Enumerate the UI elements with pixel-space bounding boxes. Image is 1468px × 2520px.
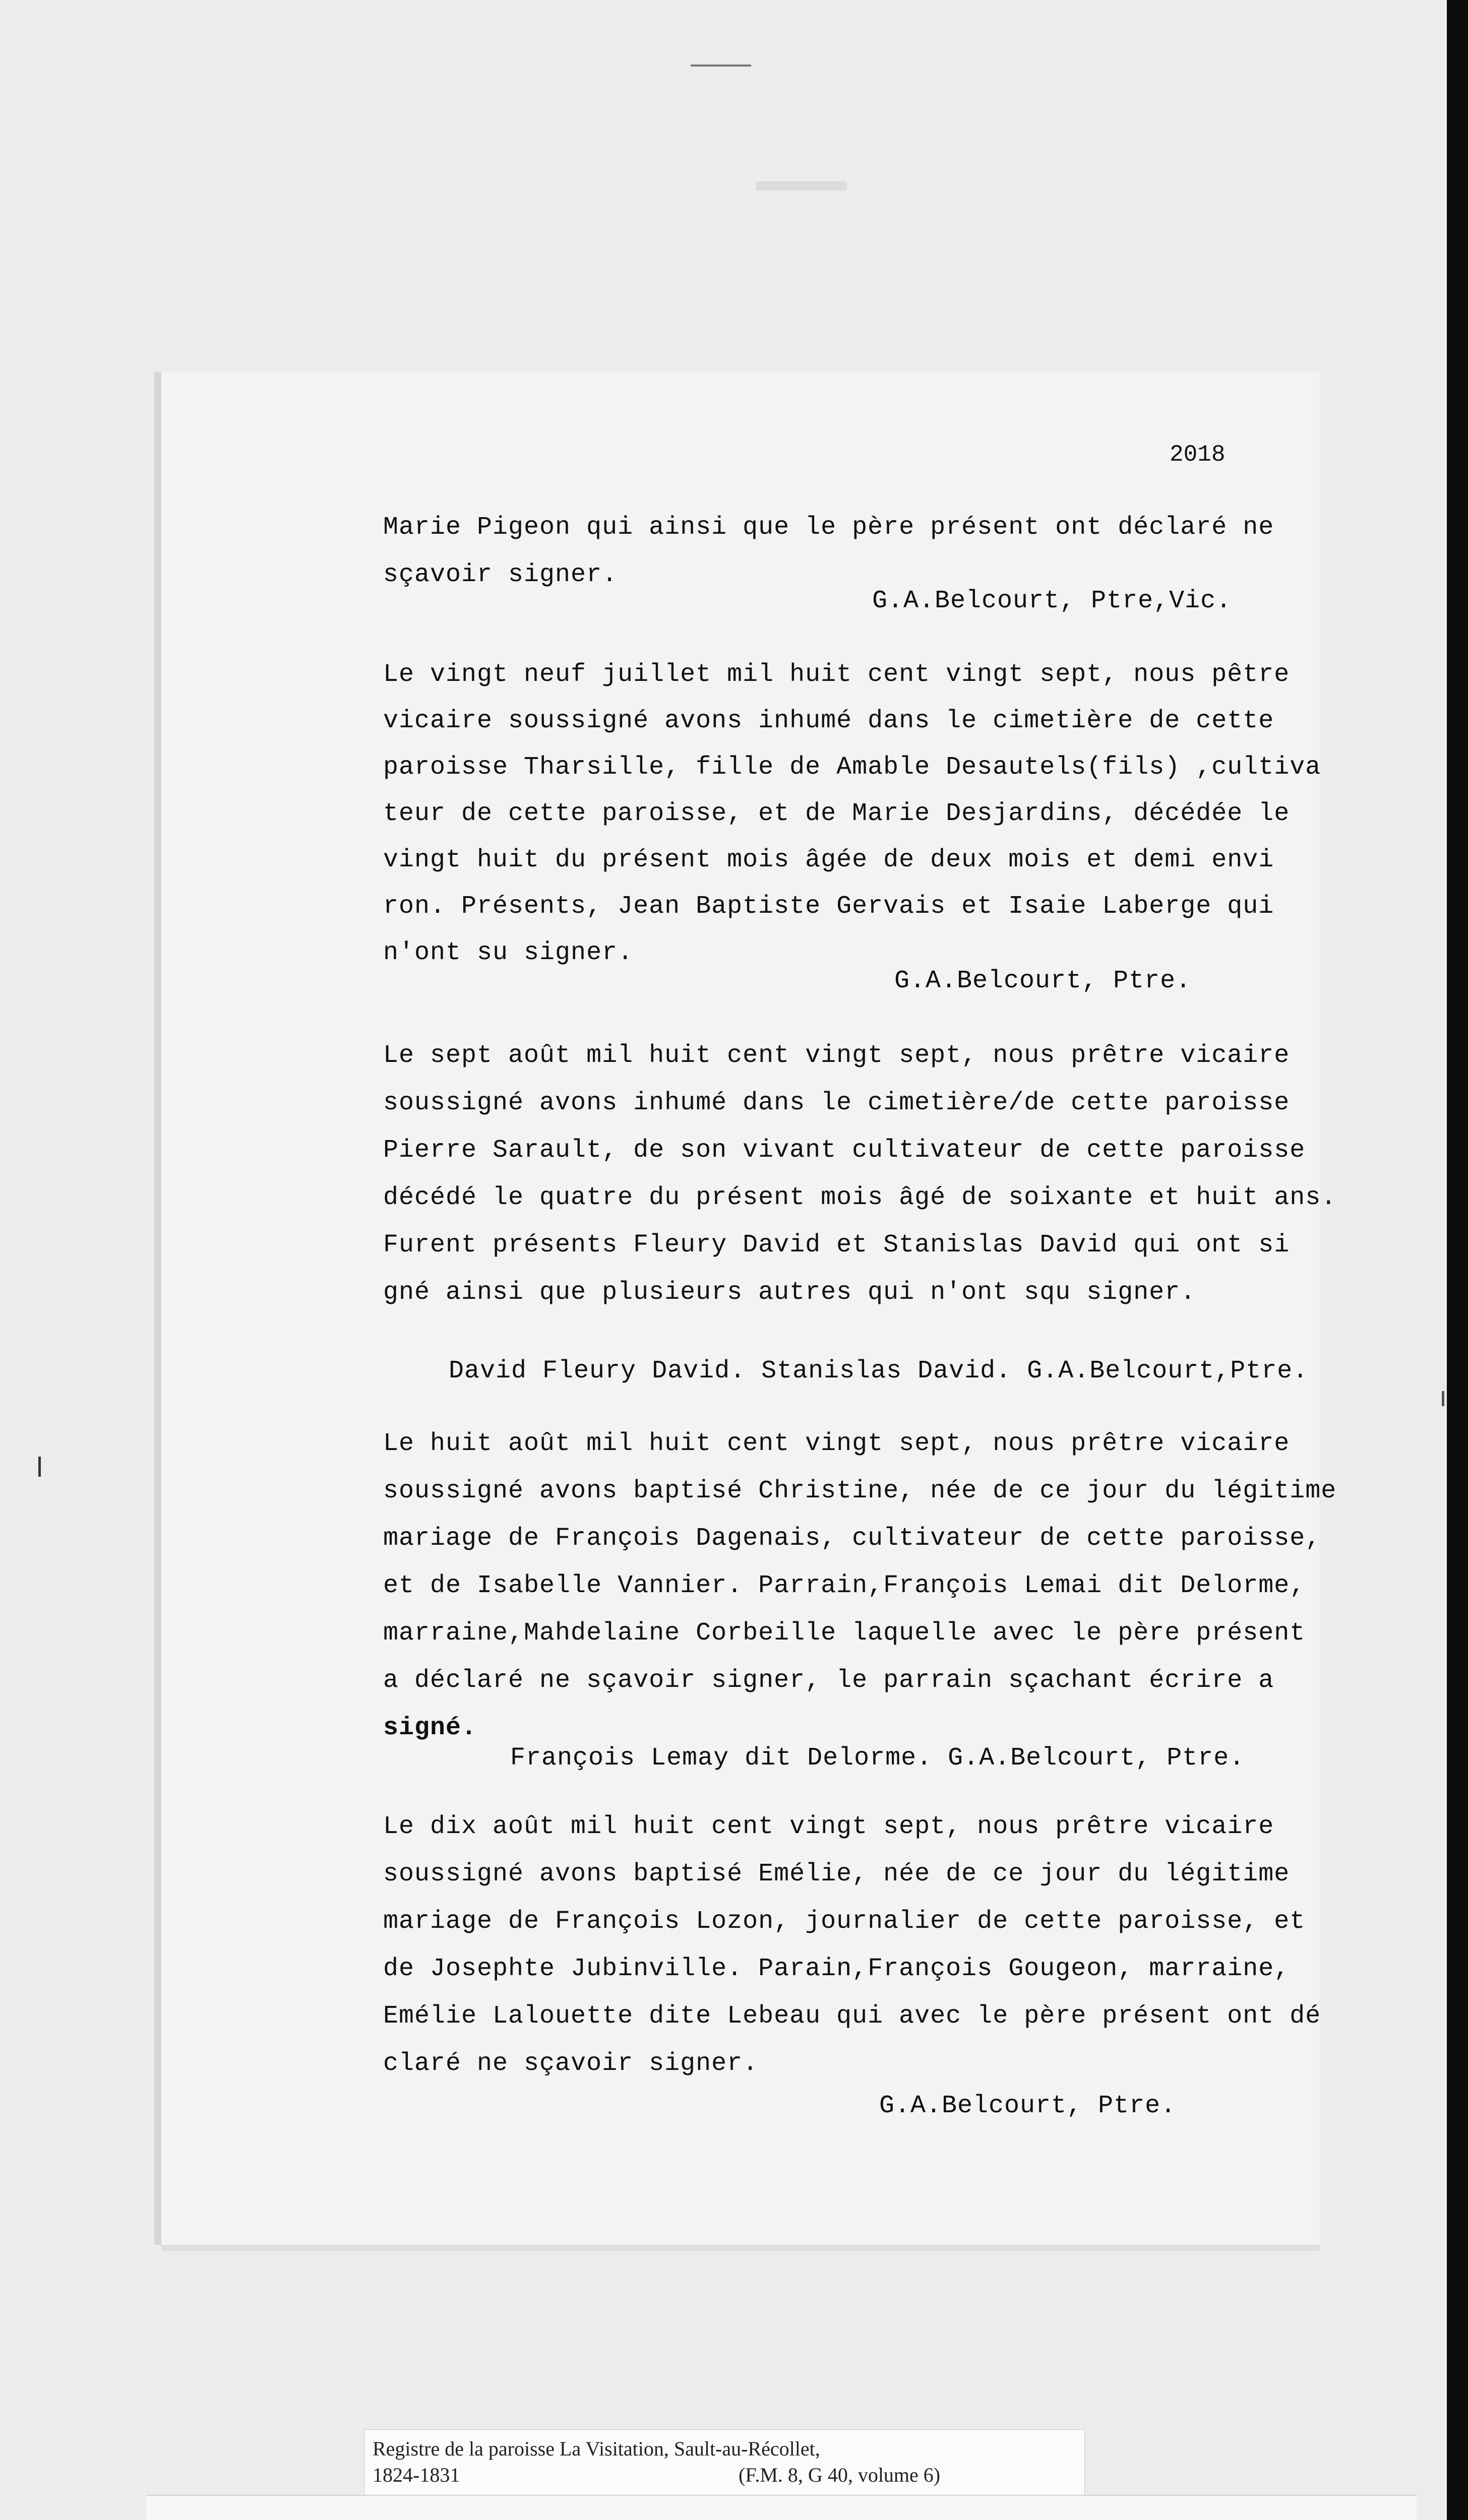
entry-line: Le dix août mil huit cent vingt sept, nous prêtre vicaire bbox=[383, 1812, 1274, 1841]
archive-label-years: 1824-1831 bbox=[373, 2464, 460, 2486]
entry-line: Le vingt neuf juillet mil huit cent vingt sept, nous pêtre bbox=[383, 660, 1290, 689]
entry-line: sçavoir signer. bbox=[383, 560, 618, 589]
entry-line: soussigné avons baptisé Emélie, née de ce jour du légitime bbox=[383, 1860, 1290, 1888]
entry-line: Pierre Sarault, de son vivant cultivateur de cette paroisse bbox=[383, 1136, 1306, 1165]
entry-line: soussigné avons baptisé Christine, née de ce jour du légitime bbox=[383, 1477, 1337, 1505]
entry-line: Marie Pigeon qui ainsi que le père présent ont déclaré ne bbox=[383, 513, 1274, 542]
entry-signature: David Fleury David. Stanislas David. G.A.Belcourt,Ptre. bbox=[449, 1357, 1309, 1385]
entry-signature: G.A.Belcourt, Ptre. bbox=[879, 2092, 1177, 2120]
entry-line: Le sept août mil huit cent vingt sept, nous prêtre vicaire bbox=[383, 1041, 1290, 1070]
entry-line: vingt huit du présent mois âgée de deux mois et demi envi bbox=[383, 846, 1274, 874]
entry-line: Le huit août mil huit cent vingt sept, nous prêtre vicaire bbox=[383, 1429, 1290, 1458]
entry-signature: G.A.Belcourt, Ptre. bbox=[894, 967, 1192, 995]
entry-line: et de Isabelle Vannier. Parrain,François Lemai dit Delorme, bbox=[383, 1571, 1306, 1600]
archives-card bbox=[146, 2495, 1417, 2520]
archive-reference-label bbox=[364, 2429, 1085, 2497]
film-edge-right bbox=[1447, 0, 1468, 2520]
entry-signature: G.A.Belcourt, Ptre,Vic. bbox=[872, 587, 1232, 615]
archive-label-line: Registre de la paroisse La Visitation, Sault-au-Récollet, bbox=[373, 2437, 820, 2460]
dust-speck bbox=[38, 1457, 41, 1477]
entry-line: mariage de François Lozon, journalier de cette paroisse, et bbox=[383, 1907, 1306, 1936]
entry-line: claré ne sçavoir signer. bbox=[383, 2049, 759, 2078]
entry-line: gné ainsi que plusieurs autres qui n'ont squ signer. bbox=[383, 1278, 1196, 1307]
entry-line: Furent présents Fleury David et Stanislas David qui ont si bbox=[383, 1231, 1290, 1259]
entry-line: n'ont su signer. bbox=[383, 938, 634, 967]
entry-line: a déclaré ne sçavoir signer, le parrain sçachant écrire a bbox=[383, 1666, 1274, 1695]
entry-signature: François Lemay dit Delorme. G.A.Belcourt, Ptre. bbox=[510, 1744, 1245, 1773]
dust-speck bbox=[756, 181, 847, 191]
page-number: 2018 bbox=[1170, 442, 1226, 468]
entry-line: paroisse Tharsille, fille de Amable Desautels(fils) ,cultiva bbox=[383, 753, 1321, 782]
entry-line: signé. bbox=[383, 1714, 477, 1742]
dust-speck bbox=[691, 65, 751, 67]
archive-label-reference: (F.M. 8, G 40, volume 6) bbox=[739, 2464, 941, 2486]
entry-line: ron. Présents, Jean Baptiste Gervais et Isaie Laberge qui bbox=[383, 892, 1274, 921]
entry-line: mariage de François Dagenais, cultivateur de cette paroisse, bbox=[383, 1524, 1321, 1553]
entry-line: marraine,Mahdelaine Corbeille laquelle avec le père présent bbox=[383, 1619, 1306, 1648]
entry-line: décédé le quatre du présent mois âgé de soixante et huit ans. bbox=[383, 1183, 1337, 1212]
entry-line: teur de cette paroisse, et de Marie Desjardins, décédée le bbox=[383, 799, 1290, 828]
entry-line: vicaire soussigné avons inhumé dans le cimetière de cette bbox=[383, 707, 1274, 735]
entry-line: Emélie Lalouette dite Lebeau qui avec le père présent ont dé bbox=[383, 2002, 1321, 2031]
entry-line: soussigné avons inhumé dans le cimetière/de cette paroisse bbox=[383, 1089, 1290, 1117]
dust-speck bbox=[1442, 1391, 1444, 1406]
entry-line: de Josephte Jubinville. Parain,François Gougeon, marraine, bbox=[383, 1955, 1290, 1983]
